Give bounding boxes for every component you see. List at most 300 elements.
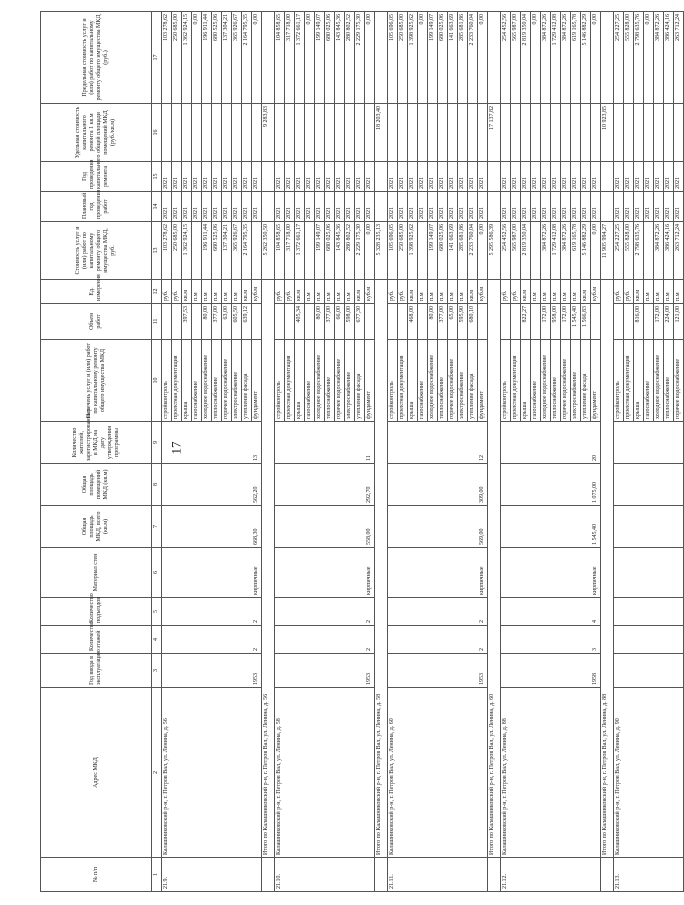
cell-repair-year: 2021 xyxy=(531,162,541,192)
cell-repair-year: 2021 xyxy=(202,162,212,192)
cell-unit-cost xyxy=(295,104,305,162)
cell-work-type: горячее водоснабжение xyxy=(561,340,571,422)
cell-unit: п.м xyxy=(335,280,345,304)
page-number: 17 xyxy=(168,441,184,455)
cell-volume: 121,00 xyxy=(674,304,684,340)
cell-entrances: 4 xyxy=(501,598,601,626)
cell-address: Калашниковский р-н, г. Петров Вал, ул. Ленина, д. 88 xyxy=(501,688,601,858)
cell-volume: 224,00 xyxy=(664,304,674,340)
cell-year: 1953 xyxy=(388,654,488,688)
cell-volume: 65,00 xyxy=(448,304,458,340)
total-unit-cost: 9 283,83 xyxy=(262,104,275,162)
cell-unit-cost xyxy=(438,104,448,162)
cell-plan-year: 2021 xyxy=(614,192,624,222)
cell-max-cost: 384 872,26 xyxy=(541,12,551,104)
cell-cost xyxy=(531,222,541,280)
cell-cost: 1 372 661,17 xyxy=(295,222,305,280)
cell-unit-cost xyxy=(614,104,624,162)
cell-unit: руб. xyxy=(275,280,285,304)
cell-address: Калашниковский р-н, г. Петров Вал, ул. Ленина, д. 60 xyxy=(388,688,488,858)
cell-plan-year: 2021 xyxy=(305,192,315,222)
cell-max-cost: 680 525,06 xyxy=(212,12,222,104)
cell-cost: 384 872,26 xyxy=(654,222,664,280)
cell-cost: 250 685,00 xyxy=(398,222,408,280)
cell-max-cost: 680 025,06 xyxy=(325,12,335,104)
cell-unit: п.м xyxy=(561,280,571,304)
cell-unit: п.м xyxy=(305,280,315,304)
column-number: 11 xyxy=(152,304,162,340)
column-header: Плановый год проведения работ xyxy=(41,192,152,222)
cell-cost: 619 165,78 xyxy=(571,222,581,280)
cell-area: 562,20 xyxy=(162,464,262,506)
cell-repair-year: 2021 xyxy=(398,162,408,192)
cell-max-cost: 384 872,26 xyxy=(654,12,664,104)
cell-cost: 0,00 xyxy=(478,222,488,280)
cell-unit-cost xyxy=(222,104,232,162)
cell-volume: 677,30 xyxy=(355,304,365,340)
cell-repair-year: 2021 xyxy=(654,162,664,192)
cell-repair-year: 2021 xyxy=(355,162,365,192)
cell-unit: п.м xyxy=(458,280,468,304)
cell-work-type: теплоснабжение xyxy=(551,340,561,422)
cell-plan-year: 2021 xyxy=(448,192,458,222)
column-number: 3 xyxy=(152,654,162,688)
cell-cost: 680 025,06 xyxy=(325,222,335,280)
total-no xyxy=(375,858,388,892)
cell-cost: 250 685,00 xyxy=(172,222,182,280)
cell-unit: кв.м xyxy=(355,280,365,304)
cell-total-area xyxy=(614,506,684,548)
cell-total-area: 668,30 xyxy=(162,506,262,548)
cell-max-cost: 0,00 xyxy=(591,12,601,104)
cell-unit: руб. xyxy=(388,280,398,304)
cell-plan-year: 2021 xyxy=(624,192,634,222)
cell-unit-cost xyxy=(428,104,438,162)
cell-residents: 12 xyxy=(388,422,488,464)
cell-cost: 199 149,07 xyxy=(428,222,438,280)
cell-volume xyxy=(172,304,182,340)
cell-repair-year: 2021 xyxy=(232,162,242,192)
column-number: 8 xyxy=(152,464,162,506)
column-header: Количество этажей xyxy=(41,626,152,654)
cell-volume: 468,00 xyxy=(408,304,418,340)
cell-material: кирпичные xyxy=(275,548,375,598)
cell-unit: руб. xyxy=(398,280,408,304)
column-number: 10 xyxy=(152,340,162,422)
cell-unit-cost xyxy=(634,104,644,162)
document-sheet xyxy=(40,12,681,892)
cell-repair-year: 2021 xyxy=(448,162,458,192)
cell-volume: 172,00 xyxy=(654,304,664,340)
cell-work-type: стройконтроль xyxy=(162,340,172,422)
cell-unit-cost xyxy=(541,104,551,162)
cell-unit-cost xyxy=(571,104,581,162)
cell-residents: 20 xyxy=(501,422,601,464)
column-number: 4 xyxy=(152,626,162,654)
cell-max-cost: 141 663,69 xyxy=(448,12,458,104)
cell-unit-cost xyxy=(521,104,531,162)
cell-cost xyxy=(305,222,315,280)
cell-volume: 80,00 xyxy=(428,304,438,340)
cell-work-type: утепление фасада xyxy=(242,340,252,422)
cell-unit-cost xyxy=(408,104,418,162)
cell-unit: кв.м xyxy=(295,280,305,304)
cell-volume xyxy=(591,304,601,340)
cell-unit: п.м xyxy=(571,280,581,304)
cell-unit-cost xyxy=(551,104,561,162)
cell-floors: 2 xyxy=(162,626,262,654)
cell-unit: кв.м xyxy=(468,280,478,304)
cell-repair-year: 2021 xyxy=(501,162,511,192)
cell-total-area: 569,00 xyxy=(388,506,488,548)
cell-cost: 0,00 xyxy=(591,222,601,280)
column-header: Общая площадь МКД, всего (кв.м) xyxy=(41,506,152,548)
cell-repair-year: 2021 xyxy=(624,162,634,192)
cell-repair-year: 2021 xyxy=(182,162,192,192)
cell-repair-year: 2021 xyxy=(172,162,182,192)
cell-unit-cost xyxy=(212,104,222,162)
cell-no: 21.13. xyxy=(614,858,684,892)
cell-plan-year: 2021 xyxy=(468,192,478,222)
cell-volume xyxy=(275,304,285,340)
cell-year: 1953 xyxy=(275,654,375,688)
total-empty xyxy=(262,162,275,192)
column-header: Материал стен xyxy=(41,548,152,598)
cell-unit: кв.м xyxy=(634,280,644,304)
total-label: Итого по Калашниковский р-н, г. Петров Вал, ул. Ленина, д. 60 xyxy=(488,280,501,858)
cell-unit: п.м xyxy=(222,280,232,304)
cell-unit: п.м xyxy=(192,280,202,304)
cell-max-cost: 0,00 xyxy=(531,12,541,104)
cell-work-type: проектная документация xyxy=(285,340,295,422)
cell-volume xyxy=(511,304,521,340)
cell-work-type: газоснабжение xyxy=(418,340,428,422)
cell-unit: п.м xyxy=(438,280,448,304)
cell-volume: 1 566,83 xyxy=(581,304,591,340)
cell-max-cost: 1 398 925,62 xyxy=(408,12,418,104)
cell-repair-year: 2021 xyxy=(561,162,571,192)
cell-repair-year: 2021 xyxy=(315,162,325,192)
cell-volume xyxy=(531,304,541,340)
cell-work-type: стройконтроль xyxy=(501,340,511,422)
cell-volume xyxy=(162,304,172,340)
cell-work-type: теплоснабжение xyxy=(325,340,335,422)
cell-work-type: холодное водоснабжение xyxy=(315,340,325,422)
total-row xyxy=(375,12,388,892)
cell-unit-cost xyxy=(654,104,664,162)
cell-plan-year: 2021 xyxy=(252,192,262,222)
cell-plan-year: 2021 xyxy=(674,192,684,222)
total-row xyxy=(601,12,614,892)
cell-work-type: проектная документация xyxy=(398,340,408,422)
cell-work-type: фундамент xyxy=(478,340,488,422)
cell-address: Калашниковский р-н, г. Петров Вал, ул. Ленина, д. 90 xyxy=(614,688,684,858)
cell-repair-year: 2021 xyxy=(541,162,551,192)
cell-unit-cost xyxy=(664,104,674,162)
total-unit-cost: 18 203,40 xyxy=(375,104,388,162)
cell-max-cost: 0,00 xyxy=(478,12,488,104)
cell-unit-cost xyxy=(478,104,488,162)
cell-plan-year: 2021 xyxy=(285,192,295,222)
cell-unit-cost xyxy=(624,104,634,162)
cell-repair-year: 2021 xyxy=(614,162,624,192)
cell-max-cost: 250 685,00 xyxy=(398,12,408,104)
cell-no: 21.12. xyxy=(501,858,601,892)
cell-area xyxy=(614,464,684,506)
cell-cost: 254 227,25 xyxy=(614,222,624,280)
cell-volume: 172,00 xyxy=(541,304,551,340)
total-sum: 11 905 994,27 xyxy=(601,222,614,280)
cell-plan-year: 2021 xyxy=(541,192,551,222)
cell-max-cost: 619 165,78 xyxy=(571,12,581,104)
total-row xyxy=(488,12,501,892)
cell-unit: п.м xyxy=(325,280,335,304)
cell-max-cost: 254 227,25 xyxy=(614,12,624,104)
cell-max-cost: 104 858,65 xyxy=(275,12,285,104)
cell-volume xyxy=(478,304,488,340)
cell-unit-cost xyxy=(355,104,365,162)
cell-plan-year: 2021 xyxy=(438,192,448,222)
cell-plan-year: 2021 xyxy=(388,192,398,222)
cell-unit-cost xyxy=(418,104,428,162)
cell-volume: 172,00 xyxy=(561,304,571,340)
cell-work-type: теплоснабжение xyxy=(212,340,222,422)
cell-unit-cost xyxy=(192,104,202,162)
cell-unit-cost xyxy=(172,104,182,162)
cell-volume: 377,00 xyxy=(438,304,448,340)
cell-cost: 2 164 795,35 xyxy=(242,222,252,280)
cell-work-type: теплоснабжение xyxy=(438,340,448,422)
cell-unit: п.м xyxy=(531,280,541,304)
cell-work-type: крыша xyxy=(521,340,531,422)
column-number: 6 xyxy=(152,548,162,598)
cell-repair-year: 2021 xyxy=(634,162,644,192)
total-empty xyxy=(488,162,501,192)
cell-unit-cost xyxy=(242,104,252,162)
cell-entrances: 2 xyxy=(388,598,488,626)
cell-volume xyxy=(305,304,315,340)
cell-cost: 384 872,26 xyxy=(541,222,551,280)
cell-cost: 317 718,00 xyxy=(285,222,295,280)
total-empty xyxy=(601,12,614,104)
cell-cost: 280 802,52 xyxy=(345,222,355,280)
cell-plan-year: 2021 xyxy=(531,192,541,222)
cell-plan-year: 2021 xyxy=(428,192,438,222)
cell-repair-year: 2021 xyxy=(551,162,561,192)
cell-unit-cost xyxy=(458,104,468,162)
cell-year: 1953 xyxy=(162,654,262,688)
cell-unit: п.м xyxy=(202,280,212,304)
total-unit-cost: 17 137,82 xyxy=(488,104,501,162)
cell-unit: п.м xyxy=(541,280,551,304)
cell-plan-year: 2021 xyxy=(398,192,408,222)
cell-unit: кв.м xyxy=(182,280,192,304)
cell-repair-year: 2021 xyxy=(571,162,581,192)
cell-plan-year: 2021 xyxy=(408,192,418,222)
table-row xyxy=(501,12,511,892)
cell-unit-cost xyxy=(581,104,591,162)
cell-work-type: стройконтроль xyxy=(614,340,624,422)
cell-repair-year: 2021 xyxy=(295,162,305,192)
cell-plan-year: 2021 xyxy=(511,192,521,222)
cell-work-type: проектная документация xyxy=(172,340,182,422)
cell-plan-year: 2021 xyxy=(232,192,242,222)
cell-unit-cost xyxy=(561,104,571,162)
cell-plan-year: 2021 xyxy=(345,192,355,222)
cell-cost: 2 229 175,30 xyxy=(355,222,365,280)
cell-plan-year: 2021 xyxy=(664,192,674,222)
cell-cost: 263 712,24 xyxy=(674,222,684,280)
cell-cost: 0,00 xyxy=(365,222,375,280)
cell-unit-cost xyxy=(315,104,325,162)
column-number: 16 xyxy=(152,104,162,162)
cell-area: 292,70 xyxy=(275,464,375,506)
total-no xyxy=(488,858,501,892)
cell-work-type: крыша xyxy=(295,340,305,422)
cell-unit-cost xyxy=(644,104,654,162)
cell-plan-year: 2021 xyxy=(571,192,581,222)
total-sum: 5 295 586,39 xyxy=(488,222,501,280)
cell-plan-year: 2021 xyxy=(418,192,428,222)
cell-volume: 639,12 xyxy=(242,304,252,340)
cell-unit: руб. xyxy=(172,280,182,304)
cell-residents: 11 xyxy=(275,422,375,464)
cell-plan-year: 2021 xyxy=(478,192,488,222)
total-empty xyxy=(262,12,275,104)
cell-max-cost: 137 304,21 xyxy=(222,12,232,104)
cell-floors: 2 xyxy=(388,626,488,654)
cell-work-type: газоснабжение xyxy=(305,340,315,422)
cell-unit: п.м xyxy=(418,280,428,304)
cell-unit: п.м xyxy=(315,280,325,304)
cell-area: 1 075,00 xyxy=(501,464,601,506)
cell-repair-year: 2021 xyxy=(365,162,375,192)
cell-unit: п.м xyxy=(345,280,355,304)
cell-plan-year: 2021 xyxy=(458,192,468,222)
cell-volume: 377,00 xyxy=(212,304,222,340)
cell-volume xyxy=(418,304,428,340)
cell-max-cost: 0,00 xyxy=(644,12,654,104)
cell-total-area: 558,00 xyxy=(275,506,375,548)
cell-max-cost: 0,00 xyxy=(418,12,428,104)
cell-volume: 377,00 xyxy=(325,304,335,340)
cell-unit: п.м xyxy=(232,280,242,304)
total-empty xyxy=(375,192,388,222)
cell-work-type: электроснабжение xyxy=(232,340,242,422)
cell-repair-year: 2021 xyxy=(674,162,684,192)
cell-floors: 2 xyxy=(275,626,375,654)
cell-max-cost: 317 718,00 xyxy=(285,12,295,104)
cell-volume: 405,34 xyxy=(295,304,305,340)
cell-unit-cost xyxy=(388,104,398,162)
cell-material: кирпичные xyxy=(501,548,601,598)
column-number: 15 xyxy=(152,162,162,192)
cell-year: 1958 xyxy=(501,654,601,688)
cell-plan-year: 2021 xyxy=(295,192,305,222)
table-row xyxy=(614,12,624,892)
cell-repair-year: 2021 xyxy=(591,162,601,192)
cell-plan-year: 2021 xyxy=(561,192,571,222)
cell-cost: 2 798 635,76 xyxy=(634,222,644,280)
cell-unit: кв.м xyxy=(408,280,418,304)
cell-cost: 104 858,65 xyxy=(275,222,285,280)
cell-volume: 397,53 xyxy=(182,304,192,340)
cell-unit-cost xyxy=(335,104,345,162)
cell-work-type: проектная документация xyxy=(624,340,634,422)
cell-repair-year: 2021 xyxy=(285,162,295,192)
cell-cost: 199 149,07 xyxy=(315,222,325,280)
cell-work-type: электроснабжение xyxy=(458,340,468,422)
cell-unit-cost xyxy=(591,104,601,162)
cell-volume: 816,00 xyxy=(634,304,644,340)
cell-unit-cost xyxy=(531,104,541,162)
cell-max-cost: 263 712,24 xyxy=(674,12,684,104)
column-number: 7 xyxy=(152,506,162,548)
column-number: 12 xyxy=(152,280,162,304)
cell-plan-year: 2021 xyxy=(325,192,335,222)
cell-cost: 141 663,69 xyxy=(448,222,458,280)
cell-cost: 386 424,16 xyxy=(664,222,674,280)
cell-max-cost: 0,00 xyxy=(192,12,202,104)
cell-volume: 605,50 xyxy=(232,304,242,340)
cell-plan-year: 2021 xyxy=(275,192,285,222)
cell-unit: куб.м xyxy=(252,280,262,304)
cell-material: кирпичные xyxy=(162,548,262,598)
cell-cost: 105 696,05 xyxy=(388,222,398,280)
cell-work-type: утепление фасада xyxy=(355,340,365,422)
cell-work-type: холодное водоснабжение xyxy=(654,340,664,422)
column-header: Ед. измерения xyxy=(41,280,152,304)
cell-repair-year: 2021 xyxy=(511,162,521,192)
cell-unit: куб.м xyxy=(365,280,375,304)
cell-volume xyxy=(398,304,408,340)
cell-volume: 680,10 xyxy=(468,304,478,340)
cell-unit: руб. xyxy=(614,280,624,304)
cell-unit-cost xyxy=(162,104,172,162)
table-row xyxy=(275,12,285,892)
cell-unit-cost xyxy=(252,104,262,162)
cell-repair-year: 2021 xyxy=(478,162,488,192)
cell-unit-cost xyxy=(275,104,285,162)
column-header: Стоимость услуг и (или) работ по капитальному ремонту общего имущества МКД, руб. xyxy=(41,222,152,280)
cell-work-type: горячее водоснабжение xyxy=(222,340,232,422)
cell-cost: 680 525,06 xyxy=(212,222,222,280)
cell-unit: руб. xyxy=(511,280,521,304)
cell-max-cost: 103 278,62 xyxy=(162,12,172,104)
cell-repair-year: 2021 xyxy=(305,162,315,192)
total-empty xyxy=(262,192,275,222)
cell-max-cost: 250 685,00 xyxy=(172,12,182,104)
cell-cost: 365 926,67 xyxy=(232,222,242,280)
cell-unit: п.м xyxy=(551,280,561,304)
total-sum: 5 328 235,13 xyxy=(375,222,388,280)
cell-max-cost: 680 025,06 xyxy=(438,12,448,104)
cell-area: 309,00 xyxy=(388,464,488,506)
cell-volume: 1 545,40 xyxy=(571,304,581,340)
cell-repair-year: 2021 xyxy=(388,162,398,192)
header-row xyxy=(41,12,152,892)
cell-repair-year: 2021 xyxy=(521,162,531,192)
cell-volume: 598,00 xyxy=(345,304,355,340)
cell-plan-year: 2021 xyxy=(355,192,365,222)
cell-unit-cost xyxy=(398,104,408,162)
cell-cost: 143 845,36 xyxy=(335,222,345,280)
cell-cost: 1 398 925,62 xyxy=(408,222,418,280)
cell-unit-cost xyxy=(232,104,242,162)
cell-unit: кв.м xyxy=(521,280,531,304)
cell-plan-year: 2021 xyxy=(634,192,644,222)
cell-max-cost: 555 828,00 xyxy=(624,12,634,104)
